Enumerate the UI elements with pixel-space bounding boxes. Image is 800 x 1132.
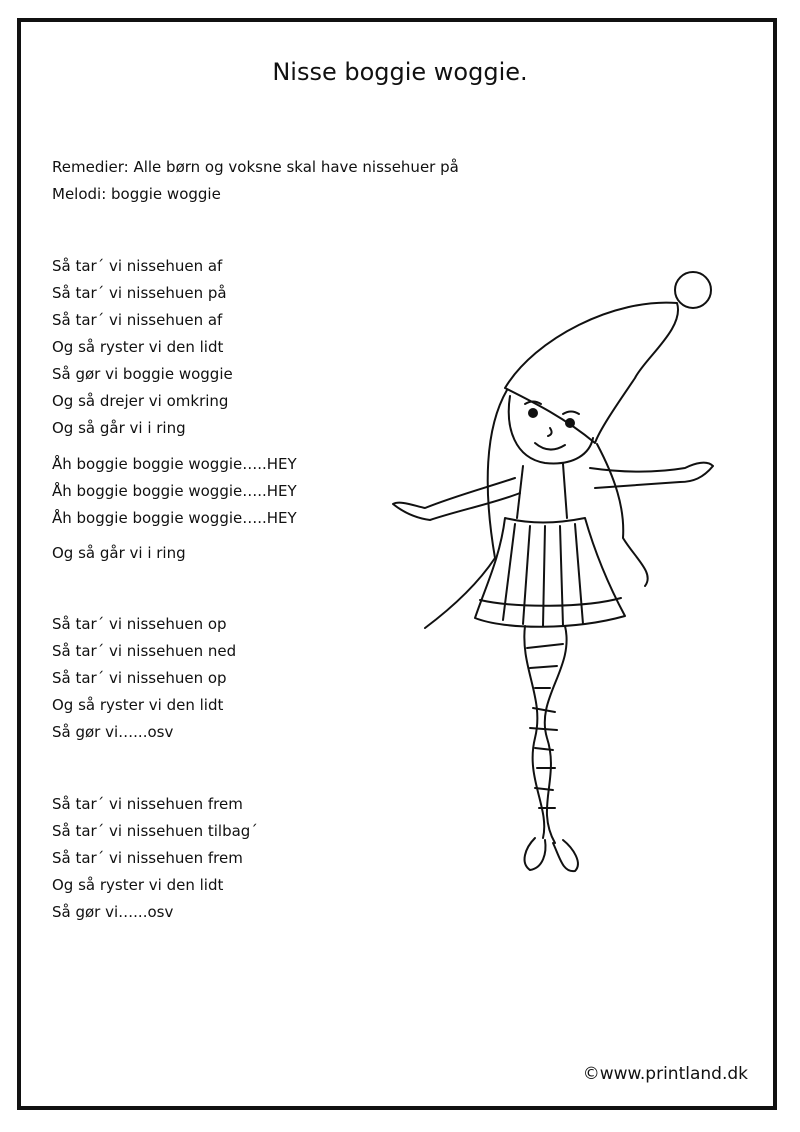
verse1-line: Og så drejer vi omkring	[52, 392, 229, 410]
intro-remedier: Remedier: Alle børn og voksne skal have nissehuer på	[52, 158, 459, 176]
chorus-line: Åh boggie boggie woggie…..HEY	[52, 455, 297, 473]
verse3-line: Så tar´ vi nissehuen tilbag´	[52, 822, 258, 840]
left-shoe	[525, 838, 546, 870]
right-eye	[566, 419, 574, 427]
verse2-line: Så tar´ vi nissehuen ned	[52, 642, 237, 660]
verse1-line: Så gør vi boggie woggie	[52, 365, 233, 383]
page-title: Nisse boggie woggie.	[272, 58, 528, 86]
right-shoe	[553, 840, 578, 871]
left-arm	[393, 478, 520, 520]
verse2-line: Så tar´ vi nissehuen op	[52, 615, 227, 633]
verse2-line: Så gør vi…...osv	[52, 723, 174, 741]
hat-pompom	[675, 272, 711, 308]
verse1-line: Så tar´ vi nissehuen på	[52, 284, 227, 302]
footer-copyright: ©www.printland.dk	[582, 1064, 748, 1084]
intro-melodi: Melodi: boggie woggie	[52, 185, 221, 203]
elf-girl-illustration	[385, 268, 725, 888]
verse3-line: Så tar´ vi nissehuen frem	[52, 849, 243, 867]
verse1-line: Og så ryster vi den lidt	[52, 338, 224, 356]
skirt	[475, 518, 625, 627]
chorus-line: Åh boggie boggie woggie…..HEY	[52, 509, 297, 527]
left-leg	[524, 626, 544, 838]
verse2-line: Og så ryster vi den lidt	[52, 696, 224, 714]
elf-hat	[505, 303, 678, 443]
chorus-line: Åh boggie boggie woggie…..HEY	[52, 482, 297, 500]
verse3-line: Så tar´ vi nissehuen frem	[52, 795, 243, 813]
left-eye	[529, 409, 537, 417]
verse1-line: Så tar´ vi nissehuen af	[52, 257, 223, 275]
verse3-line: Så gør vi…...osv	[52, 903, 174, 921]
verse1-line: Så tar´ vi nissehuen af	[52, 311, 223, 329]
smile	[535, 443, 565, 450]
verse1-line: Og så går vi i ring	[52, 419, 186, 437]
verse2-line: Så tar´ vi nissehuen op	[52, 669, 227, 687]
right-leg	[545, 626, 567, 843]
chorus-end-line: Og så går vi i ring	[52, 544, 186, 562]
verse3-line: Og så ryster vi den lidt	[52, 876, 224, 894]
